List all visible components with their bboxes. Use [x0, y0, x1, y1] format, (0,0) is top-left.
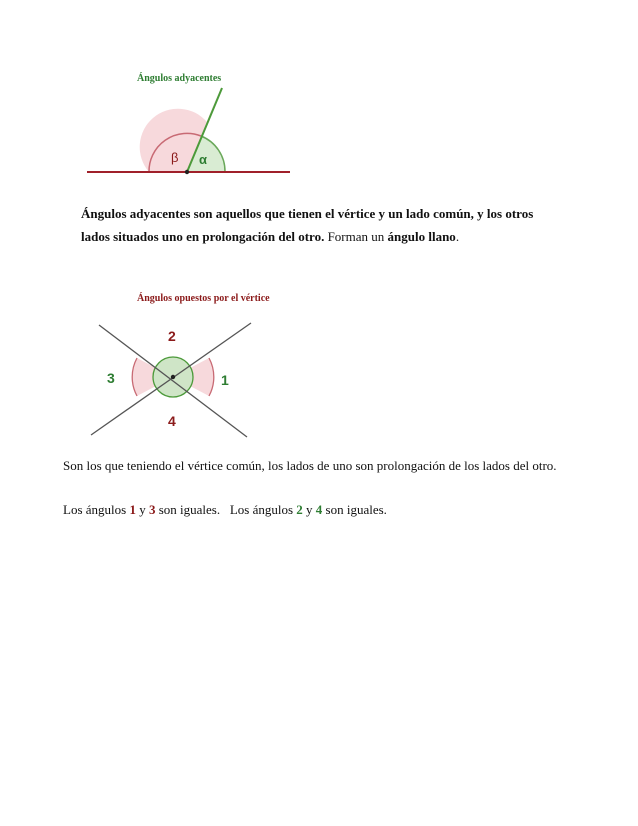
vertex-point	[185, 170, 189, 174]
alpha-label: α	[199, 152, 207, 167]
vertex-point	[171, 375, 175, 379]
figure2-caption: Ángulos opuestos por el vértice	[137, 293, 270, 304]
beta-label: β	[171, 150, 179, 165]
angle-number-1: 1	[129, 502, 136, 517]
angle-label-1: 1	[221, 372, 229, 388]
definition-bold-text: Ángulos adyacentes son aquellos que tienen el vértice y un lado común, y los otros lados situados uno en prolongación del otro.	[81, 206, 534, 244]
straight-angle-term: ángulo llano	[387, 229, 456, 244]
angle-label-3: 3	[107, 370, 115, 386]
angle-number-2: 2	[296, 502, 303, 517]
definition-text: Forman un	[324, 229, 388, 244]
angle-number-3: 3	[148, 502, 156, 517]
conjunction-2: y	[302, 502, 316, 517]
statement-text-3: son iguales.	[322, 502, 387, 517]
equal-angles-statement	[63, 502, 387, 518]
statement-text-1: Los ángulos	[63, 502, 130, 517]
conjunction-1: y	[135, 502, 149, 517]
opposite-angles-figure	[85, 315, 255, 440]
angle-number-4: 4	[315, 502, 323, 517]
angle-label-2: 2	[168, 328, 176, 344]
definition-end: .	[455, 229, 460, 244]
angle-label-4: 4	[168, 413, 176, 429]
adjacent-angles-figure	[85, 80, 300, 180]
statement-text-2: son iguales. Los ángulos	[155, 502, 297, 517]
opposite-angles-definition: Son los que teniendo el vértice común, los lados de uno son prolongación de los lados del otro.	[63, 458, 557, 473]
adjacent-angles-definition	[81, 202, 551, 248]
figure1-caption: Ángulos adyacentes	[137, 73, 222, 84]
